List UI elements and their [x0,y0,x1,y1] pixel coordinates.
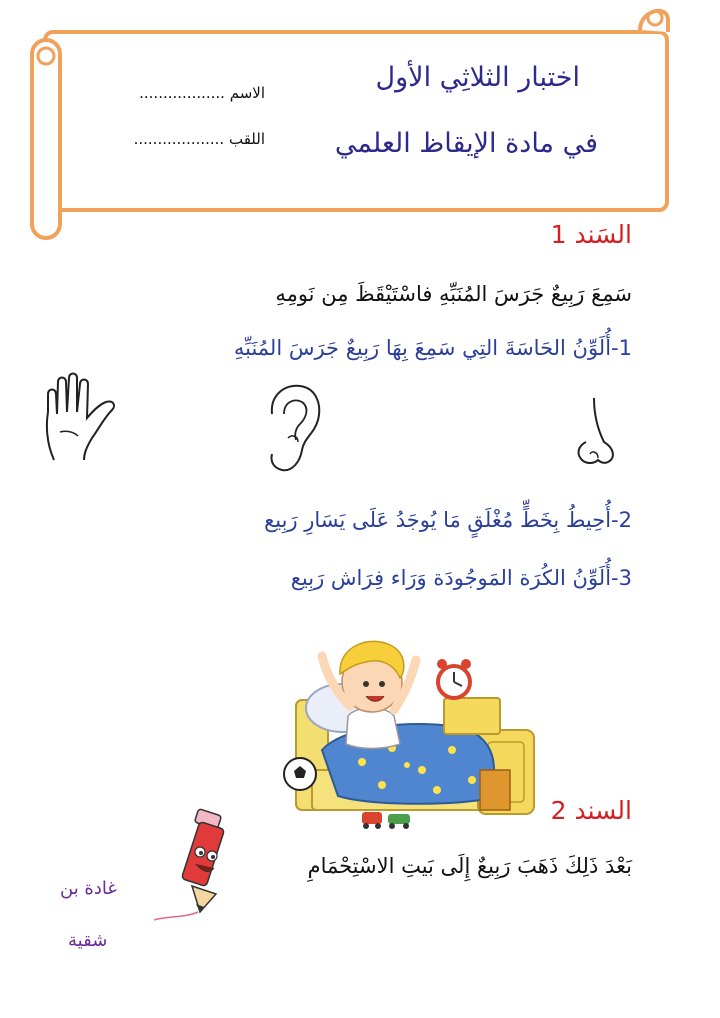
nightstand [444,698,500,734]
author-last-name: شقية [68,930,108,951]
name-field: الاسم .................. [139,84,265,102]
section1-heading: السَند 1 [550,220,632,249]
question-1: 1-أُلَوِّنُ الحَاسَةَ التِي سَمِعَ بِهَا رَبِيعٌ جَرَسَ المُنَبِّهِ [233,336,632,360]
scroll-banner-frame [0,0,720,250]
ear-icon [262,380,324,476]
book [480,770,510,810]
author-first-name: غادة بن [60,878,117,899]
section2-text: بَعْدَ ذَلِكَ ذَهَبَ رَبِيعٌ إِلَى بَيتِ الاسْتِحْمَامِ [307,854,632,878]
exam-subject: في مادة الإيقاظ العلمي [334,128,598,159]
nose-icon [570,396,622,468]
hand-icon [40,372,126,462]
exam-title: اختبار الثلاثِي الأول [375,62,580,93]
surname-field: اللقب ................... [133,130,265,148]
toy-car [362,812,382,824]
banner-border [45,32,667,210]
boy-waking-illustration [282,620,552,834]
toy-train [388,814,410,824]
banner-right-roll [640,11,668,32]
section1-text: سَمِعَ رَبِيعٌ جَرَسَ المُنَبِّهِ فاسْتَيْقَظَ مِن نَومِهِ [275,282,632,306]
question-3: 3-أُلَوِّنُ الكُرَة المَوجُودَة وَرَاء فِرَاش رَبِيع [290,566,632,590]
banner-left-roll [32,40,60,238]
pencil-mascot-icon [150,808,240,922]
question-2: 2-أُحِيطُ بِخَطٍّ مُغْلَقٍ مَا يُوجَدُ عَلَى يَسَارِ رَبِيع [264,508,632,532]
section2-heading: السند 2 [550,796,632,825]
